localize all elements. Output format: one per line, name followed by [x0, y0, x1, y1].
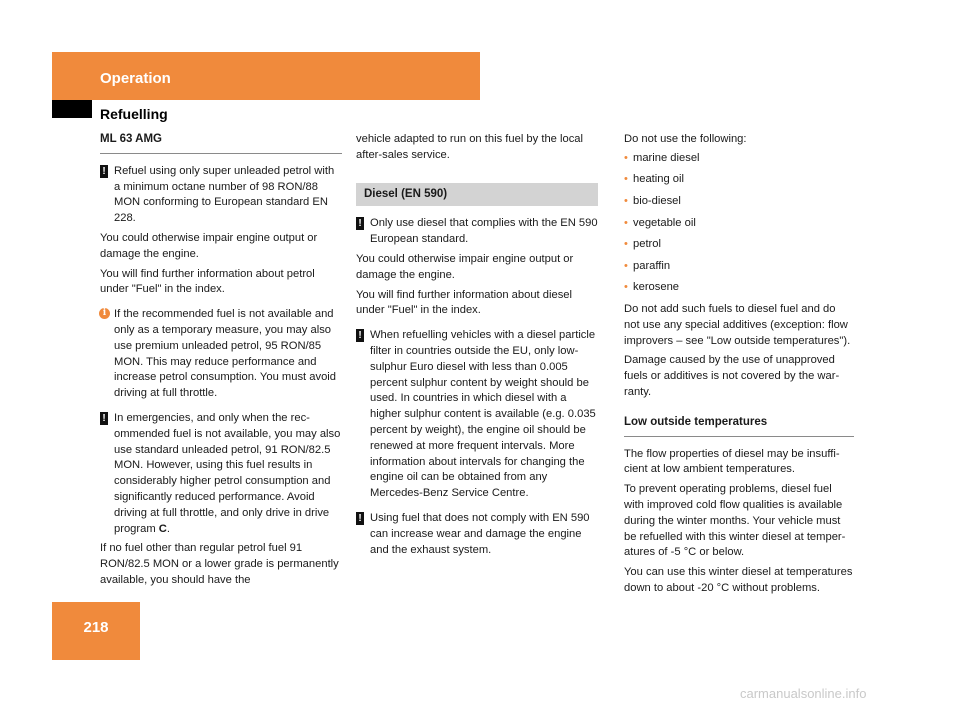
drive-program: C: [158, 522, 167, 535]
warning-note: [100, 411, 342, 537]
ml63-heading: ML 63 AMG: [100, 132, 342, 154]
list-item: • marine diesel: [624, 151, 854, 167]
warning-note: [100, 164, 342, 227]
list-item: • paraffin: [624, 259, 854, 275]
chapter-title: Operation: [100, 70, 171, 87]
warning-note: [356, 328, 598, 502]
paragraph: The flow properties of diesel may be insufficient at low ambient temperatures.: [624, 447, 840, 476]
info-icon: i: [99, 308, 110, 319]
paragraph: Refuel using only super unleaded petrol with a minimum octane number of 98 RON/88 MON conforming to European standard EN 228.: [114, 164, 335, 225]
warning-icon: !: [100, 412, 108, 425]
warning-icon: !: [100, 165, 108, 178]
warning-icon: !: [356, 512, 364, 525]
paragraph: If no fuel other than regular petrol fuel 91 RON/82.5 MON or a lower grade is permanently available, you should have the: [100, 542, 339, 586]
section-title: Refuelling: [100, 106, 168, 122]
section-tab: [52, 100, 92, 118]
paragraph: Damage caused by the use of unapproved fuels or additives is not covered by the warranty.: [624, 354, 840, 398]
info-note: [100, 307, 342, 402]
warning-icon: !: [356, 329, 364, 342]
column-1: [100, 132, 342, 590]
list-item: • bio-diesel: [624, 194, 854, 210]
paragraph: Do not use the following:: [624, 133, 747, 145]
paragraph: In emergencies, and only when the recommended fuel is not available, you may also use standard unleaded petrol, 91 RON/82.5 MON. However, using this fuel results in considerably higher petrol consumption and significantly reduced performance. Avoid driving at full throttle, and only drive in drive program C.: [114, 411, 341, 535]
paragraph: You will find further information about petrol under "Fuel" in the index.: [100, 267, 315, 296]
paragraph: vehicle adapted to run on this fuel by the local after-sales service.: [356, 133, 584, 161]
paragraph: Do not add such fuels to diesel fuel and do not use any special additives (exception: flow improvers – see "Low outside temperatures").: [624, 302, 851, 347]
warning-note: [356, 216, 598, 248]
watermark: carmanualsonline.info: [740, 686, 867, 701]
page-number: 218: [83, 619, 109, 636]
paragraph: To prevent operating problems, diesel fuel with improved cold flow qualities is available during the winter months. Your vehicle must be refuelled with this winter diesel at temperatures of -5 °C or below.: [624, 483, 846, 559]
column-3: [624, 132, 854, 598]
fuel-list: [624, 151, 854, 296]
column-2: [356, 132, 598, 559]
paragraph: Only use diesel that complies with the EN 590 European standard.: [370, 217, 598, 246]
paragraph: You will find further information about diesel under "Fuel" in the index.: [356, 288, 573, 317]
low-temp-heading: Low outside temperatures: [624, 415, 854, 437]
paragraph: If the recommended fuel is not available and only as a temporary measure, you may also use premium unleaded petrol, 95 RON/85 MON. This may reduce performance and increase petrol consumption. You must avoid driving at full throttle.: [114, 308, 337, 400]
paragraph: Using fuel that does not comply with EN 590 can increase wear and damage the engine and the exhaust system.: [370, 511, 590, 556]
list-item: • kerosene: [624, 280, 854, 296]
list-item: • petrol: [624, 237, 854, 253]
paragraph: You can use this winter diesel at temperatures down to about -20 °C without problems.: [624, 566, 853, 594]
list-item: • heating oil: [624, 172, 854, 188]
paragraph: You could otherwise impair engine output or damage the engine.: [356, 252, 574, 281]
paragraph: You could otherwise impair engine output or damage the engine.: [100, 231, 318, 260]
warning-icon: !: [356, 217, 364, 230]
paragraph: When refuelling vehicles with a diesel particle filter in countries outside the EU, only low-sulphur Euro diesel with less than 0.005 percent sulphur content by weight should be used. In countries in which diesel with a higher sulphur content is available (e.g. 0.035 percent by weight), the engine oil should be renewed at more frequent intervals. More information about intervals for changing the engine oil can be obtained from any Mercedes-Benz Service Centre.: [370, 329, 596, 500]
warning-note: [356, 511, 598, 558]
diesel-heading: Diesel (EN 590): [356, 183, 598, 207]
list-item: • vegetable oil: [624, 216, 854, 232]
